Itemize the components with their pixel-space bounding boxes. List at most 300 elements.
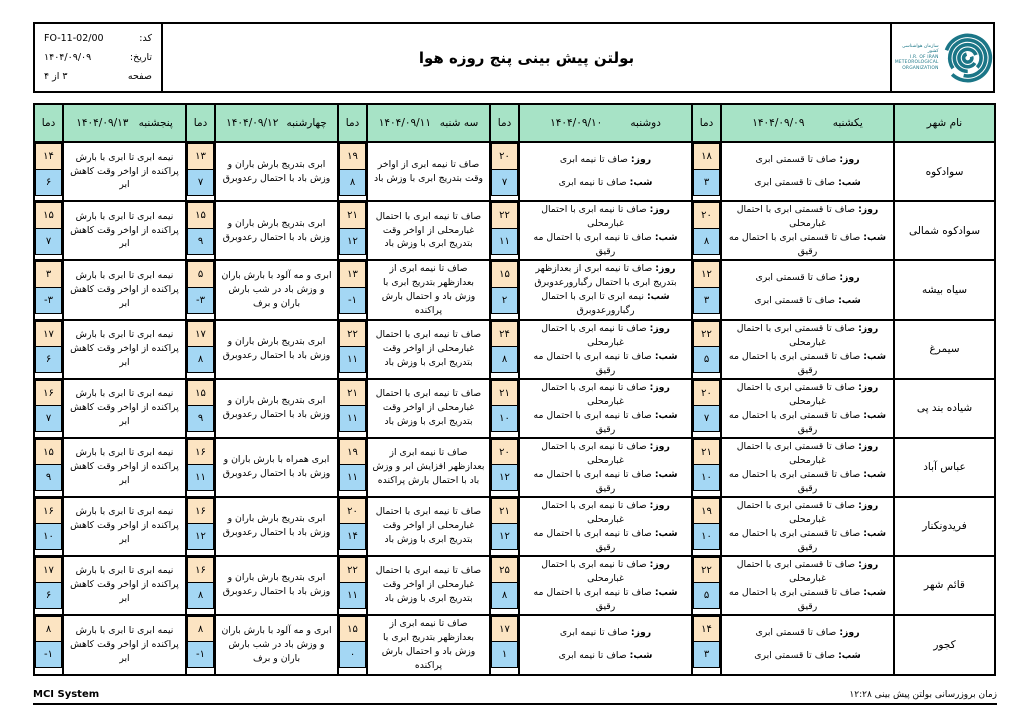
night-forecast-text: صاف تا قسمتی ابری با احتمال مه رقیق bbox=[729, 350, 861, 376]
day-temperature: ۲۵ bbox=[491, 557, 518, 584]
forecast-cell bbox=[367, 142, 490, 201]
night-temperature: ۸ bbox=[693, 228, 720, 255]
code-value: FO-11-02/00 bbox=[44, 33, 104, 44]
night-temperature: ۸ bbox=[491, 582, 518, 609]
forecast-text: ابری بتدریج بارش باران و وزش باد با احتمال رعدوبرق bbox=[222, 336, 331, 362]
forecast-cell bbox=[215, 615, 338, 675]
day-temperature: ۲۱ bbox=[693, 439, 720, 466]
night-forecast-text: صاف تا نیمه ابری با احتمال مه رقیق bbox=[533, 468, 652, 494]
day-forecast-text: صاف تا قسمتی ابری با احتمال غبارمحلی bbox=[736, 558, 856, 584]
forecast-text: صاف تا نیمه ابری با احتمال غبارمحلی از اواخر وقت بتدریج ابری با وزش باد bbox=[375, 329, 482, 369]
day-temperature: ۱۵ bbox=[187, 380, 214, 407]
temperature-cell bbox=[186, 142, 215, 201]
logo-text-en2: METEOROLOGICAL bbox=[894, 60, 939, 66]
night-temperature: ۸ bbox=[187, 582, 214, 609]
day-label: روز: bbox=[655, 263, 676, 275]
forecast-text: ابری بتدریج بارش باران و وزش باد با احتمال رعدوبرق bbox=[222, 572, 331, 598]
night-temperature: ۷ bbox=[35, 228, 62, 255]
forecast-cell bbox=[721, 379, 894, 438]
forecast-cell bbox=[519, 379, 692, 438]
logo-text-en3: ORGANIZATION bbox=[902, 65, 939, 71]
night-label: شب: bbox=[838, 650, 861, 662]
forecast-cell bbox=[367, 379, 490, 438]
city-name: عباس آباد bbox=[894, 438, 995, 497]
bulletin-header bbox=[33, 22, 995, 93]
forecast-cell bbox=[721, 320, 894, 379]
day-temperature: ۱۷ bbox=[35, 557, 62, 584]
night-temperature: -۱ bbox=[187, 641, 214, 668]
day-temperature: ۳ bbox=[35, 261, 62, 288]
temperature-cell bbox=[338, 438, 367, 497]
forecast-cell bbox=[215, 497, 338, 556]
day-night-forecast bbox=[726, 558, 889, 613]
temperature-cell bbox=[186, 497, 215, 556]
night-forecast-text: صاف تا قسمتی ابری با احتمال مه رقیق bbox=[729, 527, 861, 553]
night-label: شب: bbox=[629, 650, 653, 662]
forecast-text: نیمه ابری تا ابری با بارش پراکنده از اواخر وقت کاهش ابر bbox=[70, 329, 179, 369]
temp-column-header: دما bbox=[692, 104, 721, 142]
day-label: روز: bbox=[649, 204, 670, 215]
temp-column-header: دما bbox=[34, 104, 63, 142]
night-temperature: -۳ bbox=[187, 287, 214, 314]
system-name: MCI System bbox=[33, 688, 100, 700]
night-temperature: ۷ bbox=[693, 405, 720, 432]
forecast-text: صاف تا نیمه ابری از اواخر وقت بتدریج ابری با وزش باد bbox=[373, 158, 484, 184]
forecast-text: نیمه ابری تا ابری با بارش پراکنده از اواخر وقت کاهش ابر bbox=[70, 151, 179, 191]
forecast-cell bbox=[63, 615, 186, 675]
night-temperature: ۶ bbox=[35, 346, 62, 373]
day-temperature: ۱۷ bbox=[187, 321, 214, 348]
night-label: شب: bbox=[863, 231, 886, 243]
temperature-cell bbox=[338, 260, 367, 320]
temperature-cell bbox=[338, 142, 367, 201]
forecast-cell bbox=[721, 556, 894, 615]
day-temperature: ۱۴ bbox=[35, 143, 62, 170]
night-temperature: ۳ bbox=[693, 641, 720, 668]
forecast-text: نیمه ابری تا ابری با بارش پراکنده از اواخر وقت کاهش ابر bbox=[70, 506, 179, 546]
day-temperature: ۸ bbox=[35, 616, 62, 643]
bulletin-update-time: زمان بروزرسانی بولتن پیش بینی ۱۲:۲۸ bbox=[849, 689, 997, 700]
temperature-cell bbox=[186, 615, 215, 675]
temperature-cell bbox=[34, 201, 63, 260]
night-temperature: ۱۲ bbox=[187, 523, 214, 550]
table-row bbox=[34, 142, 995, 201]
day-temperature: ۲۰ bbox=[693, 202, 720, 229]
day-temperature: ۱۹ bbox=[339, 439, 366, 466]
day-temperature: ۸ bbox=[187, 616, 214, 643]
night-forecast-text: صاف تا قسمتی ابری با احتمال مه رقیق bbox=[729, 409, 861, 435]
forecast-cell bbox=[519, 497, 692, 556]
table-row bbox=[34, 201, 995, 260]
day-temperature: ۵ bbox=[187, 261, 214, 288]
forecast-text: ابری بتدریج بارش باران و وزش باد با احتمال رعدوبرق bbox=[222, 158, 331, 184]
day-night-forecast bbox=[726, 322, 889, 377]
day-night-forecast bbox=[726, 617, 889, 672]
table-row bbox=[34, 320, 995, 379]
forecast-cell bbox=[721, 201, 894, 260]
temperature-cell bbox=[692, 201, 721, 260]
temperature-cell bbox=[338, 379, 367, 438]
day-column-header-tuesday: سه شنبه ۱۴۰۴/۰۹/۱۱ bbox=[367, 104, 490, 142]
night-label: شب: bbox=[838, 295, 861, 307]
forecast-cell bbox=[215, 320, 338, 379]
day-temperature: ۲۱ bbox=[339, 202, 366, 229]
night-label: شب: bbox=[654, 350, 678, 362]
night-forecast-text: صاف تا نیمه ابری با احتمال مه رقیق bbox=[533, 527, 652, 553]
day-label: روز: bbox=[858, 381, 879, 393]
day-night-forecast bbox=[726, 440, 889, 495]
temperature-cell bbox=[338, 497, 367, 556]
table-row bbox=[34, 260, 995, 320]
day-forecast-text: صاف تا نیمه ابری از بعدازظهر بتدریج ابری با احتمال رگبارورعدوبرق bbox=[534, 263, 677, 289]
forecast-text: صاف تا نیمه ابری از بعدازظهر بتدریج ابری با وزش باد و احتمال بارش پراکنده bbox=[381, 617, 476, 671]
night-forecast-text: صاف تا نیمه ابری با احتمال مه رقیق bbox=[533, 409, 652, 435]
day-temperature: ۱۴ bbox=[693, 616, 720, 643]
forecast-cell bbox=[519, 142, 692, 201]
temp-column-header: دما bbox=[338, 104, 367, 142]
forecast-cell bbox=[367, 201, 490, 260]
night-temperature: ۵ bbox=[693, 346, 720, 373]
temp-column-header: دما bbox=[490, 104, 519, 142]
temperature-cell bbox=[34, 320, 63, 379]
night-forecast-text: صاف تا نیمه ابری bbox=[558, 650, 627, 662]
night-temperature: ۱۰ bbox=[491, 405, 518, 432]
night-temperature: ۱۱ bbox=[339, 405, 366, 432]
code-line bbox=[44, 33, 152, 44]
night-forecast-text: صاف تا قسمتی ابری bbox=[754, 295, 836, 307]
forecast-text: ابری بتدریج بارش باران و وزش باد با احتمال رعدوبرق bbox=[222, 395, 331, 421]
temperature-cell bbox=[490, 379, 519, 438]
forecast-cell bbox=[367, 260, 490, 320]
day-night-forecast bbox=[726, 144, 889, 199]
forecast-cell bbox=[63, 379, 186, 438]
date-label: تاریخ: bbox=[129, 52, 152, 63]
day-temperature: ۱۲ bbox=[693, 261, 720, 288]
night-temperature: ۱۲ bbox=[339, 228, 366, 255]
day-night-forecast bbox=[524, 322, 687, 377]
day-temperature: ۱۷ bbox=[35, 321, 62, 348]
night-temperature: ۹ bbox=[187, 228, 214, 255]
day-night-forecast bbox=[524, 499, 687, 554]
forecast-text: صاف تا نیمه ابری با احتمال غبارمحلی از اواخر وقت بتدریج ابری با وزش باد bbox=[375, 388, 482, 428]
night-forecast-text: صاف تا قسمتی ابری bbox=[754, 177, 836, 188]
temperature-cell bbox=[34, 615, 63, 675]
day-temperature: ۱۹ bbox=[339, 143, 366, 170]
forecast-cell bbox=[63, 320, 186, 379]
forecast-cell bbox=[63, 556, 186, 615]
day-forecast-text: صاف تا نیمه ابری با احتمال غبارمحلی bbox=[541, 440, 647, 466]
day-temperature: ۱۷ bbox=[491, 616, 518, 643]
temperature-cell bbox=[34, 438, 63, 497]
night-temperature: ۸ bbox=[187, 346, 214, 373]
city-name: کجور bbox=[894, 615, 995, 675]
day-label: روز: bbox=[858, 322, 879, 334]
night-temperature: ۱۱ bbox=[491, 228, 518, 255]
night-label: شب: bbox=[863, 350, 886, 362]
day-temperature: ۲۱ bbox=[339, 380, 366, 407]
day-forecast-text: صاف تا نیمه ابری با احتمال غبارمحلی bbox=[541, 499, 647, 525]
day-forecast-text: صاف تا قسمتی ابری با احتمال غبارمحلی bbox=[736, 204, 856, 229]
night-temperature: ۱۱ bbox=[187, 464, 214, 491]
city-name: قائم شهر bbox=[894, 556, 995, 615]
night-forecast-text: صاف تا قسمتی ابری با احتمال مه رقیق bbox=[729, 468, 861, 494]
temperature-cell bbox=[490, 320, 519, 379]
night-label: شب: bbox=[838, 177, 861, 188]
day-forecast-text: صاف تا نیمه ابری با احتمال غبارمحلی bbox=[541, 558, 647, 584]
forecast-tbody bbox=[34, 142, 995, 675]
night-temperature: ۱۴ bbox=[339, 523, 366, 550]
forecast-text: صاف تا نیمه ابری با احتمال غبارمحلی از اواخر وقت بتدریج ابری با وزش باد bbox=[375, 506, 482, 546]
day-temperature: ۲۴ bbox=[491, 321, 518, 348]
forecast-text: نیمه ابری تا ابری با بارش پراکنده از اواخر وقت کاهش ابر bbox=[70, 269, 179, 309]
temperature-cell bbox=[490, 438, 519, 497]
night-temperature: ۹ bbox=[187, 405, 214, 432]
day-forecast-text: صاف تا قسمتی ابری bbox=[755, 154, 837, 166]
night-temperature: ۷ bbox=[491, 169, 518, 196]
city-column-header: نام شهر bbox=[894, 104, 995, 142]
day-temperature: ۱۳ bbox=[339, 261, 366, 288]
city-name: شیاده بند پی bbox=[894, 379, 995, 438]
day-label: روز: bbox=[649, 440, 670, 452]
forecast-cell bbox=[215, 201, 338, 260]
night-label: شب: bbox=[646, 291, 670, 303]
temperature-cell bbox=[692, 438, 721, 497]
forecast-text: نیمه ابری تا ابری با بارش پراکنده از اواخر وقت کاهش ابر bbox=[70, 624, 179, 664]
day-label: روز: bbox=[649, 381, 670, 393]
day-temperature: ۲۲ bbox=[339, 557, 366, 584]
day-night-forecast bbox=[524, 440, 687, 495]
temperature-cell bbox=[490, 615, 519, 675]
temperature-cell bbox=[338, 320, 367, 379]
night-temperature: ۵ bbox=[693, 582, 720, 609]
logo-box bbox=[890, 24, 993, 91]
day-column-header-monday: دوشنبه ۱۴۰۴/۰۹/۱۰ bbox=[519, 104, 692, 142]
city-name: فریدونکنار bbox=[894, 497, 995, 556]
table-row bbox=[34, 556, 995, 615]
temp-column-header: دما bbox=[186, 104, 215, 142]
temperature-cell bbox=[186, 260, 215, 320]
day-night-forecast bbox=[726, 203, 889, 258]
forecast-cell bbox=[519, 260, 692, 320]
forecast-cell bbox=[63, 260, 186, 320]
night-label: شب: bbox=[654, 409, 678, 421]
day-night-forecast bbox=[524, 144, 687, 199]
forecast-text: ابری همراه با بارش باران و وزش باد با احتمال رعدوبرق bbox=[222, 454, 331, 480]
temperature-cell bbox=[186, 379, 215, 438]
city-name: سیاه بیشه bbox=[894, 260, 995, 320]
city-name: سوادکوه شمالی bbox=[894, 201, 995, 260]
temperature-cell bbox=[34, 497, 63, 556]
day-night-forecast bbox=[524, 617, 687, 672]
night-temperature: ۹ bbox=[35, 464, 62, 491]
temperature-cell bbox=[34, 260, 63, 320]
temperature-cell bbox=[692, 497, 721, 556]
night-forecast-text: صاف تا قسمتی ابری bbox=[754, 650, 836, 662]
day-temperature: ۱۵ bbox=[339, 616, 366, 643]
day-temperature: ۲۲ bbox=[339, 321, 366, 348]
day-night-forecast bbox=[524, 381, 687, 436]
night-label: شب: bbox=[863, 409, 886, 421]
day-label: روز: bbox=[858, 440, 879, 452]
day-forecast-text: صاف تا قسمتی ابری با احتمال غبارمحلی bbox=[736, 440, 856, 466]
day-temperature: ۲۰ bbox=[339, 498, 366, 525]
night-temperature: ۱۱ bbox=[339, 464, 366, 491]
forecast-cell bbox=[519, 201, 692, 260]
forecast-cell bbox=[63, 201, 186, 260]
day-temperature: ۱۸ bbox=[693, 143, 720, 170]
forecast-text: نیمه ابری تا ابری با بارش پراکنده از اواخر وقت کاهش ابر bbox=[70, 388, 179, 428]
night-label: شب: bbox=[654, 468, 678, 480]
forecast-cell bbox=[215, 556, 338, 615]
day-temperature: ۱۹ bbox=[693, 498, 720, 525]
temperature-cell bbox=[692, 615, 721, 675]
day-label: روز: bbox=[839, 154, 860, 166]
code-label: کد: bbox=[139, 33, 152, 44]
day-label: روز: bbox=[649, 322, 670, 334]
night-label: شب: bbox=[863, 468, 886, 480]
day-night-forecast bbox=[524, 203, 687, 258]
night-label: شب: bbox=[654, 231, 678, 243]
forecast-text: ابری و مه آلود با بارش باران و وزش باد در شب بارش باران و برف bbox=[221, 624, 332, 664]
forecast-cell bbox=[215, 379, 338, 438]
night-forecast-text: صاف تا نیمه ابری با احتمال مه رقیق bbox=[533, 350, 652, 376]
day-temperature: ۲۰ bbox=[491, 439, 518, 466]
day-temperature: ۱۶ bbox=[187, 439, 214, 466]
night-temperature: ۱۱ bbox=[339, 582, 366, 609]
night-temperature: ۸ bbox=[491, 346, 518, 373]
temperature-cell bbox=[692, 142, 721, 201]
night-temperature: ۳ bbox=[693, 287, 720, 314]
day-label: روز: bbox=[649, 499, 670, 511]
temperature-cell bbox=[34, 556, 63, 615]
day-temperature: ۱۶ bbox=[187, 498, 214, 525]
day-forecast-text: صاف تا قسمتی ابری با احتمال غبارمحلی bbox=[736, 499, 856, 525]
night-temperature: -۱ bbox=[35, 641, 62, 668]
page-footer bbox=[33, 689, 997, 700]
city-name: سیمرغ bbox=[894, 320, 995, 379]
night-temperature: ۸ bbox=[339, 169, 366, 196]
forecast-cell bbox=[519, 320, 692, 379]
night-forecast-text: صاف تا قسمتی ابری با احتمال مه رقیق bbox=[729, 231, 861, 257]
day-temperature: ۱۵ bbox=[187, 202, 214, 229]
day-forecast-text: صاف تا نیمه ابری bbox=[559, 154, 628, 166]
day-night-forecast bbox=[726, 381, 889, 436]
forecast-text: صاف تا نیمه ابری با احتمال غبارمحلی از اواخر وقت بتدریج ابری با وزش باد bbox=[375, 565, 482, 605]
day-night-forecast bbox=[524, 558, 687, 613]
day-temperature: ۱۶ bbox=[35, 380, 62, 407]
forecast-cell bbox=[215, 260, 338, 320]
temperature-cell bbox=[186, 556, 215, 615]
forecast-text: نیمه ابری تا ابری با بارش پراکنده از اواخر وقت کاهش ابر bbox=[70, 210, 179, 250]
forecast-cell bbox=[721, 497, 894, 556]
night-label: شب: bbox=[654, 527, 678, 539]
forecast-cell bbox=[367, 438, 490, 497]
forecast-cell bbox=[519, 438, 692, 497]
temperature-cell bbox=[490, 556, 519, 615]
forecast-cell bbox=[367, 556, 490, 615]
night-forecast-text: صاف تا نیمه ابری با احتمال مه رقیق bbox=[533, 586, 652, 612]
logo-text-en1: I.R. OF IRAN bbox=[909, 54, 939, 60]
night-temperature: ۶ bbox=[35, 169, 62, 196]
night-temperature: ۱۲ bbox=[491, 523, 518, 550]
table-row bbox=[34, 497, 995, 556]
night-temperature: ۳ bbox=[693, 169, 720, 196]
table-row bbox=[34, 438, 995, 497]
night-forecast-text: صاف تا قسمتی ابری با احتمال مه رقیق bbox=[729, 586, 861, 612]
page-line bbox=[44, 71, 152, 82]
night-temperature: ۲ bbox=[491, 287, 518, 314]
temperature-cell bbox=[490, 142, 519, 201]
night-temperature: ۱۰ bbox=[693, 523, 720, 550]
document-meta-box bbox=[35, 24, 163, 91]
temperature-cell bbox=[490, 497, 519, 556]
day-label: روز: bbox=[649, 558, 670, 570]
day-temperature: ۱۵ bbox=[35, 202, 62, 229]
day-column-header-sunday: یکشنبه ۱۴۰۴/۰۹/۰۹ bbox=[721, 104, 894, 142]
night-label: شب: bbox=[863, 527, 886, 539]
city-name: سوادکوه bbox=[894, 142, 995, 201]
forecast-cell bbox=[519, 556, 692, 615]
day-temperature: ۲۲ bbox=[693, 321, 720, 348]
forecast-cell bbox=[215, 438, 338, 497]
forecast-text: صاف تا نیمه ابری از بعدازظهر بتدریج ابری با وزش باد و احتمال بارش پراکنده bbox=[381, 263, 476, 316]
day-forecast-text: صاف تا نیمه ابری با احتمال غبارمحلی bbox=[541, 381, 647, 407]
forecast-cell bbox=[367, 497, 490, 556]
forecast-text: ابری بتدریج بارش باران و وزش باد با احتمال رعدوبرق bbox=[222, 513, 331, 539]
day-forecast-text: صاف تا نیمه ابری با احتمال غبارمحلی bbox=[541, 204, 647, 229]
temperature-cell bbox=[338, 615, 367, 675]
logo-text bbox=[892, 44, 939, 72]
day-label: روز: bbox=[630, 154, 652, 166]
day-label: روز: bbox=[858, 499, 879, 511]
day-temperature: ۲۲ bbox=[693, 557, 720, 584]
night-temperature: ۱۱ bbox=[339, 346, 366, 373]
temperature-cell bbox=[338, 201, 367, 260]
day-temperature: ۲۱ bbox=[491, 380, 518, 407]
night-temperature: ۱۲ bbox=[491, 464, 518, 491]
day-forecast-text: صاف تا قسمتی ابری با احتمال غبارمحلی bbox=[736, 381, 856, 407]
temperature-cell bbox=[34, 142, 63, 201]
day-night-forecast bbox=[524, 262, 687, 317]
night-forecast-text: صاف تا نیمه ابری با احتمال مه رقیق bbox=[533, 231, 652, 257]
day-forecast-text: صاف تا قسمتی ابری bbox=[755, 272, 837, 284]
night-temperature: ۱۰ bbox=[35, 523, 62, 550]
logo-text-fa: سازمان هواشناسی کشور bbox=[902, 43, 939, 55]
day-label: روز: bbox=[839, 627, 860, 639]
temperature-cell bbox=[186, 438, 215, 497]
forecast-cell bbox=[721, 615, 894, 675]
temperature-cell bbox=[186, 320, 215, 379]
day-temperature: ۱۳ bbox=[187, 143, 214, 170]
forecast-cell bbox=[367, 320, 490, 379]
forecast-text: صاف تا نیمه ابری از بعدازظهر افزایش ابر و وزش باد با احتمال بارش پراکنده bbox=[372, 447, 485, 487]
day-temperature: ۱۵ bbox=[35, 439, 62, 466]
day-temperature: ۱۶ bbox=[187, 557, 214, 584]
day-column-header-thursday: پنجشنبه ۱۴۰۴/۰۹/۱۳ bbox=[63, 104, 186, 142]
temperature-cell bbox=[692, 320, 721, 379]
temperature-cell bbox=[692, 556, 721, 615]
night-temperature: ۰ bbox=[339, 641, 366, 668]
day-night-forecast bbox=[726, 499, 889, 554]
day-column-header-wednesday: چهارشنبه ۱۴۰۴/۰۹/۱۲ bbox=[215, 104, 338, 142]
day-forecast-text: صاف تا نیمه ابری با احتمال غبارمحلی bbox=[541, 322, 647, 348]
page-label: صفحه bbox=[127, 71, 152, 82]
night-temperature: ۷ bbox=[35, 405, 62, 432]
forecast-cell bbox=[721, 260, 894, 320]
day-temperature: ۱۵ bbox=[491, 261, 518, 288]
forecast-cell bbox=[63, 438, 186, 497]
night-temperature: ۶ bbox=[35, 582, 62, 609]
